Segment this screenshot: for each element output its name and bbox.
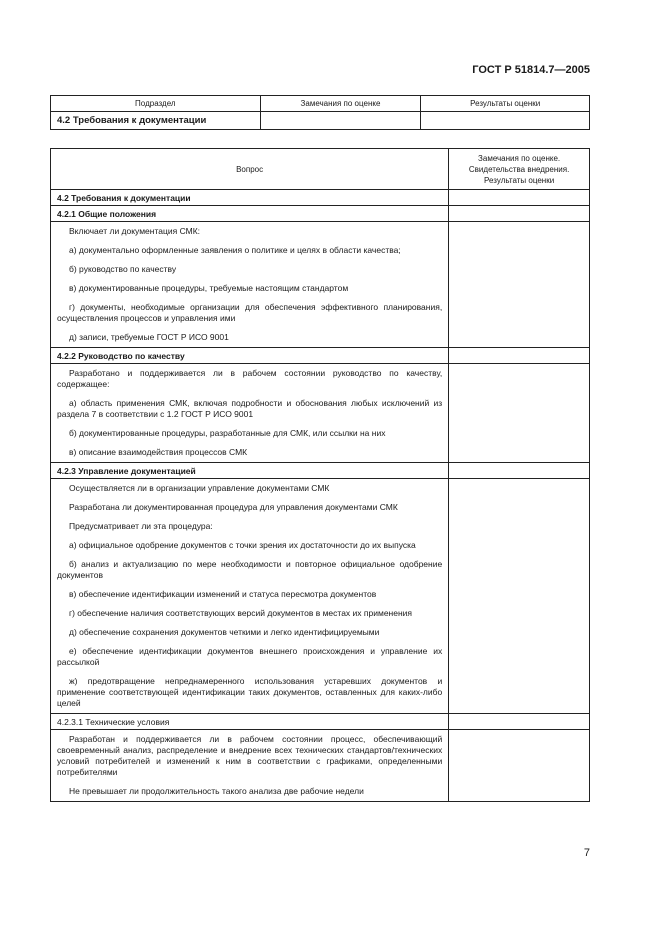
summary-section-title: 4.2 Требования к документации	[51, 112, 261, 130]
subsection-notes-cell	[449, 463, 590, 479]
question-item: г) документы, необходимые организации для обеспечения эффективного планирования, осуществления процессов и управления ими	[57, 302, 443, 323]
question-item: б) руководство по качеству	[69, 264, 177, 274]
question-item: б) документированные процедуры, разработанные для СМК, или ссылки на них	[69, 428, 386, 438]
question-item: е) обеспечение идентификации документов внешнего происхождения и управление их рассылкой	[57, 646, 443, 667]
question-item: в) описание взаимодействия процессов СМК	[69, 447, 248, 457]
col-notes-line-2: Свидетельства внедрения.	[468, 164, 570, 174]
content-row-4-2-3-1	[51, 730, 590, 802]
notes-cell	[449, 222, 590, 348]
question-item: Не превышает ли продолжительность такого анализа две рабочие недели	[69, 786, 364, 796]
question-item: в) обеспечение идентификации изменений и статуса пересмотра документов	[69, 589, 377, 599]
question-block-4-2-3	[51, 479, 449, 714]
question-item: Предусматривает ли эта процедура:	[69, 521, 213, 531]
subsection-row-4-2-3-1	[51, 714, 590, 730]
subsection-notes-cell	[449, 206, 590, 222]
question-item: Осуществляется ли в организации управление документами СМК	[69, 483, 330, 493]
question-item: ж) предотвращение непреднамеренного использования устаревших документов и применение соответствующей идентификации таких документов, оставленных для каких-либо целей	[57, 676, 443, 708]
question-item: Разработано и поддерживается ли в рабочем состоянии руководство по качеству, содержащее:	[57, 368, 443, 389]
notes-cell	[449, 364, 590, 463]
subsection-notes-cell	[449, 714, 590, 730]
summary-notes-cell	[260, 112, 421, 130]
subsection-notes-cell	[449, 348, 590, 364]
subsection-row-4-2-2	[51, 348, 590, 364]
question-block-4-2-2	[51, 364, 449, 463]
question-item: Разработана ли документированная процедура для управления документами СМК	[69, 502, 398, 512]
col-question: Вопрос	[51, 149, 449, 190]
main-table	[50, 148, 590, 802]
question-item: Разработан и поддерживается ли в рабочем состоянии процесс, обеспечивающий своевременный анализ, распределение и внедрение всех технических стандартов/технических условий потребителей и изменений к ним в соответствии с графиками, определенными потребителями	[57, 734, 443, 777]
question-item: в) документированные процедуры, требуемые настоящим стандартом	[69, 283, 349, 293]
subsection-title-4-2-2: 4.2.2 Руководство по качеству	[51, 348, 449, 364]
page-number: 7	[583, 847, 590, 859]
summary-col-results: Результаты оценки	[421, 96, 590, 112]
question-item: Включает ли документация СМК:	[69, 226, 201, 236]
question-block-4-2-3-1	[51, 730, 449, 802]
question-item: а) официальное одобрение документов с точки зрения их достаточности до их выпуска	[69, 540, 416, 550]
section-row	[51, 190, 590, 206]
subsection-title-4-2-1: 4.2.1 Общие положения	[51, 206, 449, 222]
content-row-4-2-3	[51, 479, 590, 714]
document-id: ГОСТ Р 51814.7—2005	[472, 64, 590, 76]
summary-table	[50, 95, 590, 130]
main-header-row	[51, 149, 590, 190]
question-item: а) документально оформленные заявления о политике и целях в области качества;	[69, 245, 401, 255]
summary-results-cell	[421, 112, 590, 130]
content-row-4-2-1	[51, 222, 590, 348]
section-title: 4.2 Требования к документации	[51, 190, 449, 206]
subsection-row-4-2-1	[51, 206, 590, 222]
subsection-title-4-2-3: 4.2.3 Управление документацией	[51, 463, 449, 479]
question-item: а) область применения СМК, включая подробности и обоснования любых исключений из раздела 7 в соответствии с 1.2 ГОСТ Р ИСО 9001	[57, 398, 443, 419]
subsection-row-4-2-3	[51, 463, 590, 479]
summary-col-subsection: Подраздел	[51, 96, 261, 112]
col-notes-line-3: Результаты оценки	[484, 175, 555, 185]
question-item: д) записи, требуемые ГОСТ Р ИСО 9001	[69, 332, 229, 342]
summary-section-row	[51, 112, 590, 130]
content-row-4-2-2	[51, 364, 590, 463]
col-notes	[449, 149, 590, 190]
question-item: г) обеспечение наличия соответствующих версий документов в местах их применения	[69, 608, 413, 618]
notes-cell	[449, 479, 590, 714]
col-notes-line-1: Замечания по оценке.	[478, 153, 561, 163]
question-item: б) анализ и актуализацию по мере необходимости и повторное официальное одобрение документов	[57, 559, 443, 580]
summary-header-row	[51, 96, 590, 112]
notes-cell	[449, 730, 590, 802]
question-block-4-2-1	[51, 222, 449, 348]
summary-col-notes: Замечания по оценке	[260, 96, 421, 112]
section-notes-cell	[449, 190, 590, 206]
subsection-title-4-2-3-1: 4.2.3.1 Технические условия	[51, 714, 449, 730]
question-item: д) обеспечение сохранения документов четкими и легко идентифицируемыми	[69, 627, 380, 637]
